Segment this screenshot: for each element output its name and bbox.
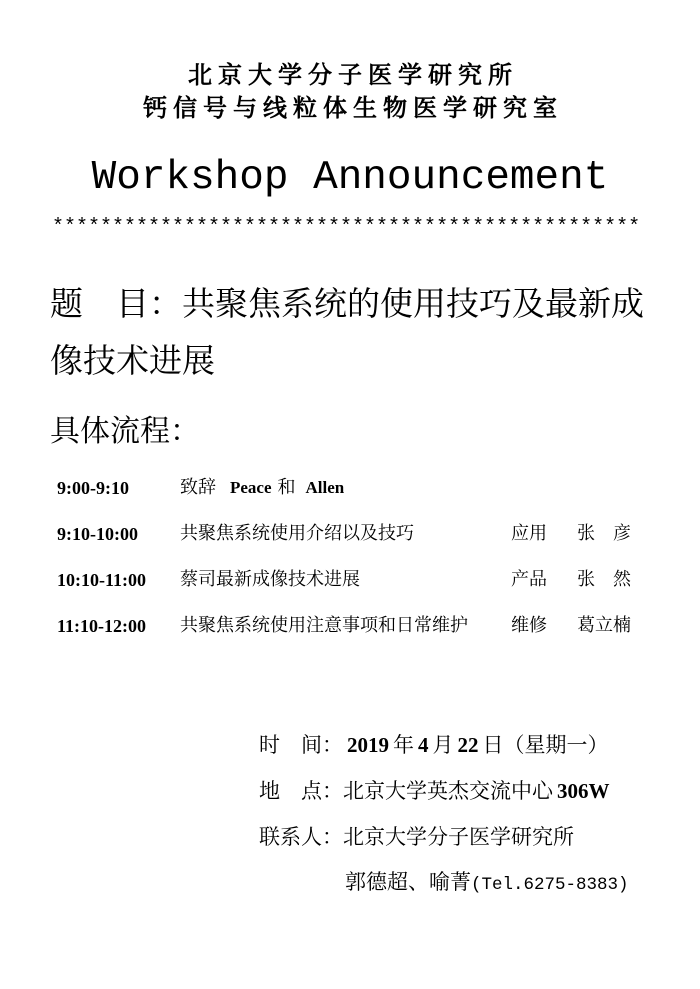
- topic-block: [50, 275, 646, 389]
- schedule-presenter: 张 彦: [577, 523, 631, 544]
- topic-label: 题 目：: [50, 284, 182, 323]
- schedule-row: [0, 614, 700, 638]
- schedule-row: [0, 522, 700, 546]
- schedule-row: [0, 476, 700, 500]
- venue-place: 北京大学英杰交流中心: [343, 779, 553, 803]
- contact-names: 郭德超、喻菁: [345, 870, 471, 894]
- schedule-dept: 应用: [511, 523, 547, 544]
- schedule-content: 共聚焦系统使用介绍以及技巧: [180, 523, 414, 544]
- schedule-presenter: 张 然: [577, 569, 631, 590]
- lab-name: 钙信号与线粒体生物医学研究室: [143, 93, 563, 122]
- institute-name: 北京大学分子医学研究所: [188, 60, 518, 89]
- schedule-time: 9:10-10:00: [57, 524, 138, 544]
- schedule-time: 9:00-9:10: [57, 478, 129, 498]
- contact-phone: (Tel.6275-8383): [471, 875, 629, 895]
- schedule-presenter: 葛立楠: [577, 615, 631, 636]
- schedule-row: [0, 568, 700, 592]
- opening-remarks: 致辞: [180, 477, 216, 498]
- event-venue: [259, 777, 610, 805]
- event-contact: [259, 823, 574, 851]
- schedule-content: 蔡司最新成像技术进展: [180, 569, 360, 590]
- schedule-dept: 产品: [511, 569, 547, 590]
- date-weekday: （星期一）: [503, 733, 609, 757]
- speaker-joiner: 和: [277, 477, 296, 498]
- contact-persons: [345, 868, 629, 899]
- speaker-name: Peace: [230, 478, 272, 497]
- date-day-unit: 日: [482, 733, 504, 757]
- topic-text: 共聚焦系统的使用技巧及最新成像技术进展: [50, 284, 644, 380]
- venue-label: 地 点：: [259, 779, 343, 803]
- schedule-dept: 维修: [511, 615, 547, 636]
- date-month-unit: 月: [432, 733, 454, 757]
- schedule-time: 10:10-11:00: [57, 570, 146, 590]
- page-title: Workshop Announcement: [91, 155, 609, 201]
- date-year: 2019: [347, 733, 389, 757]
- schedule-content: [180, 476, 344, 500]
- contact-label: 联系人：: [259, 825, 343, 849]
- asterisk-separator: *************************************************: [52, 216, 641, 239]
- schedule-content: 共聚焦系统使用注意事项和日常维护: [180, 615, 468, 636]
- schedule-heading: 具体流程：: [50, 414, 200, 449]
- venue-room: 306W: [557, 779, 610, 803]
- speaker-name: Allen: [305, 478, 345, 497]
- event-date: [259, 731, 609, 759]
- schedule-time: 11:10-12:00: [57, 616, 146, 636]
- date-label: 时 间：: [259, 733, 343, 757]
- date-year-unit: 年: [393, 733, 414, 757]
- date-day: 22: [457, 733, 479, 757]
- contact-org: 北京大学分子医学研究所: [343, 825, 574, 849]
- date-month: 4: [418, 733, 429, 757]
